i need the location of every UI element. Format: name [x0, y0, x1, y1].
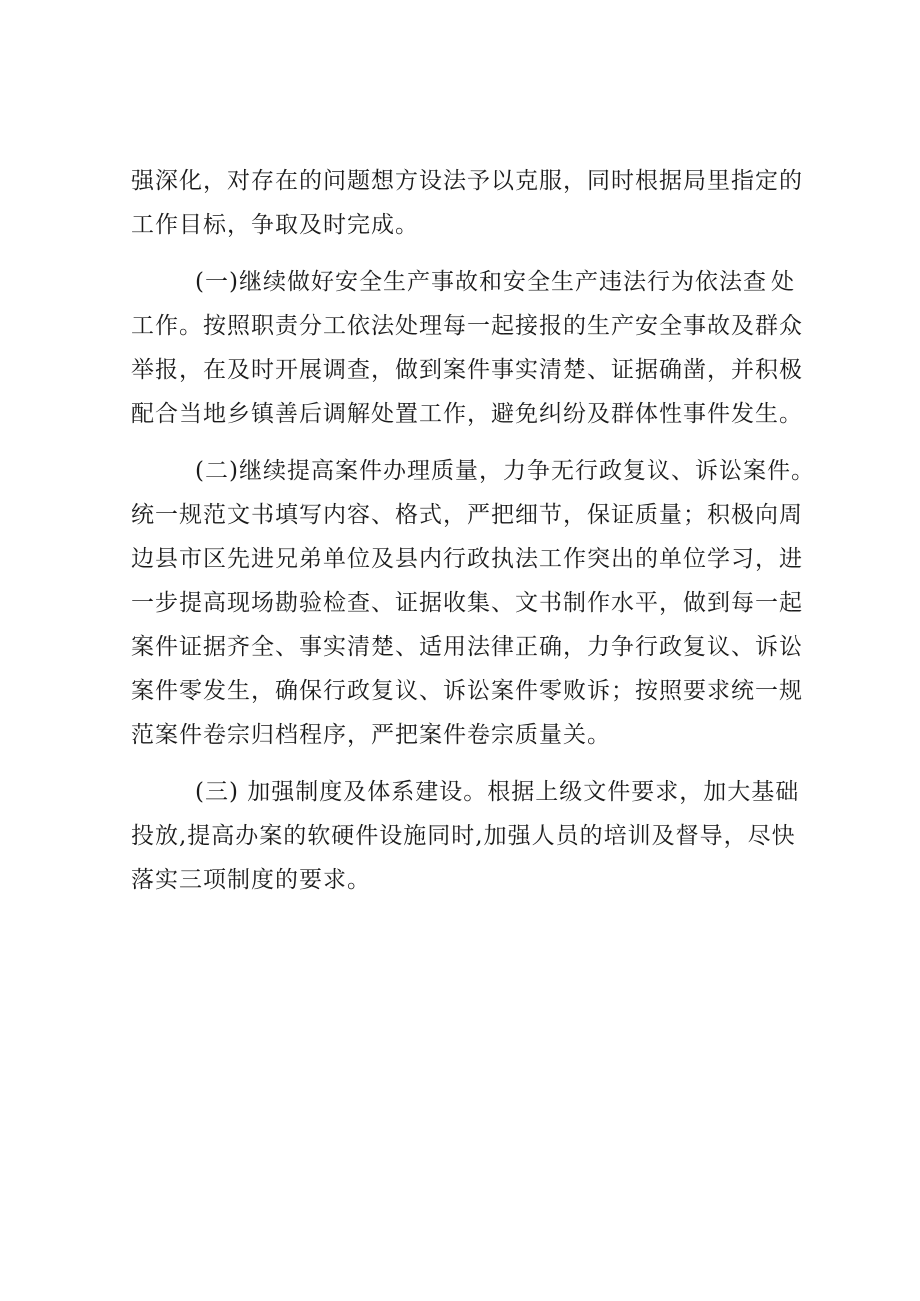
- text-segment: 处: [771, 269, 795, 295]
- paragraph-gap: [131, 757, 795, 770]
- text-segment: 落实三项制度的要求。: [131, 867, 371, 893]
- text-segment: 础: [775, 779, 800, 805]
- text-segment: 工作。按照职责分工依法处理每一起接报的生产安全事故及: [131, 313, 755, 339]
- text-segment: (三) 加强制度及体系建设。根据上级文件要求，加大基: [195, 779, 776, 805]
- text-line: [131, 304, 803, 348]
- text-line: [131, 669, 803, 713]
- text-line: [131, 348, 803, 392]
- document-body: [131, 159, 815, 902]
- text-line: [131, 625, 803, 669]
- text-line: [131, 537, 803, 581]
- text-line: [131, 203, 795, 247]
- text-segment: 极向周: [731, 502, 803, 528]
- text-segment: 学习，进: [707, 546, 803, 572]
- text-line: [131, 770, 800, 814]
- text-segment: 并积极: [731, 357, 803, 383]
- text-line: [131, 493, 803, 537]
- text-line: [131, 713, 795, 757]
- paragraph: [131, 770, 800, 902]
- text-segment: 尽快: [747, 823, 796, 849]
- text-segment: 工作目标，争取及时完成。: [131, 212, 419, 238]
- text-segment: 统一规范文书填写内容、格式，严把细节，保证质量；积: [131, 502, 731, 528]
- paragraph-gap: [131, 247, 795, 260]
- text-line: [131, 449, 815, 493]
- text-segment: (一)继续做好安全生产事故和安全生产违法行为依法查: [195, 269, 767, 295]
- text-segment: (二)继续提高案件办理质量，力争无行政复议、诉讼案: [195, 458, 767, 484]
- text-segment: 件。: [766, 458, 815, 484]
- text-line: [131, 814, 795, 858]
- text-segment: 案件证据齐全、事实清楚、适用法律正确，力争行: [131, 634, 659, 660]
- text-segment: 投放,提高办案的软硬件设施同时,加强人员的培训及督导，: [131, 823, 748, 849]
- text-segment: 群众: [755, 313, 803, 339]
- text-line: [131, 392, 803, 436]
- text-segment: 边县市区先进兄弟单位及县内行政执法工作突出的单位: [131, 546, 707, 572]
- paragraph-gap: [131, 436, 795, 449]
- text-segment: 做到每一起: [683, 590, 803, 616]
- paragraph: [131, 449, 815, 757]
- text-segment: 件发生。: [707, 401, 803, 427]
- text-segment: 定的: [755, 168, 803, 194]
- text-segment: 举报，在及时开展调查，做到案件事实清楚、证据确凿，: [131, 357, 731, 383]
- text-segment: 案件零发生，确保行政复议、诉讼案件零败诉；: [131, 678, 635, 704]
- text-line: [131, 260, 795, 304]
- paragraph: [131, 260, 803, 436]
- text-segment: 政复议、诉讼: [659, 634, 803, 660]
- paragraph: [131, 159, 803, 247]
- text-line: [131, 159, 803, 203]
- text-segment: 强深化，对存在的问题想方设法予以克服，同时根据局里指: [131, 168, 755, 194]
- text-segment: 按照要求统一规: [635, 678, 803, 704]
- text-segment: 一步提高现场勘验检查、证据收集、文书制作水平，: [131, 590, 683, 616]
- text-segment: 范案件卷宗归档程序，严把案件卷宗质量关。: [131, 722, 611, 748]
- text-segment: 配合当地乡镇善后调解处置工作，避免纠纷及群体性事: [131, 401, 707, 427]
- text-line: [131, 581, 803, 625]
- text-line: [131, 858, 795, 902]
